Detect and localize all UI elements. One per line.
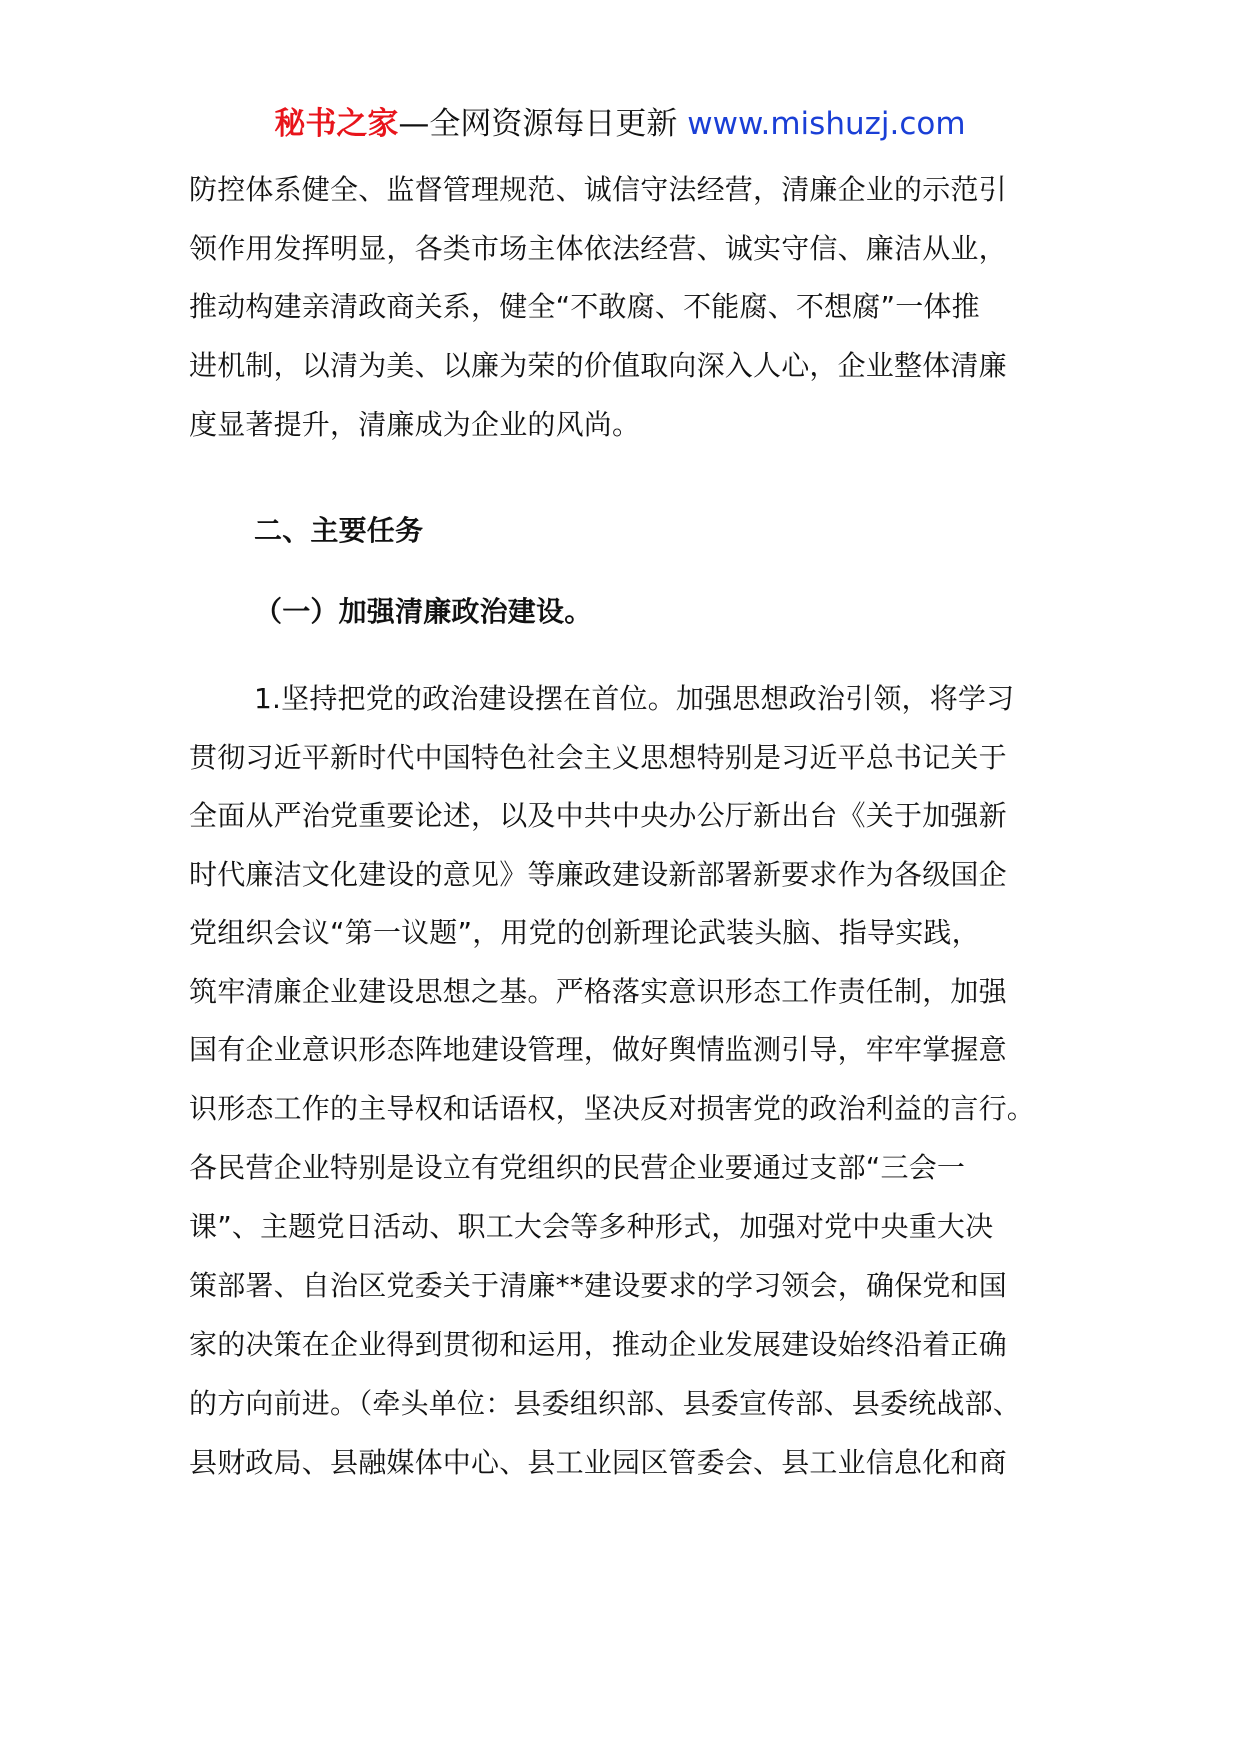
section-heading: 二、主要任务 (254, 514, 424, 547)
body-line: 策部署、自治区党委关于清廉**建设要求的学习领会，确保党和国 (189, 1269, 1008, 1302)
subsection-heading: （一）加强清廉政治建设。 (254, 595, 593, 628)
body-line: 识形态工作的主导权和话语权，坚决反对损害党的政治利益的言行。 (189, 1092, 1036, 1125)
body-line: 贯彻习近平新时代中国特色社会主义思想特别是习近平总书记关于 (189, 741, 1007, 774)
body-line: 各民营企业特别是设立有党组织的民营企业要通过支部“三会一 (189, 1151, 966, 1184)
body-line: 度显著提升，清廉成为企业的风尚。 (189, 408, 641, 441)
body-line: 防控体系健全、监督管理规范、诚信守法经营，清廉企业的示范引 (189, 173, 1007, 206)
watermark-text: —全网资源每日更新 (398, 106, 688, 142)
watermark-header (0, 102, 1240, 146)
body-line: 推动构建亲清政商关系，健全“不敢腐、不能腐、不想腐”一体推 (189, 290, 980, 323)
body-line: 领作用发挥明显，各类市场主体依法经营、诚实守信、廉洁从业， (189, 232, 1007, 265)
body-line: 县财政局、县融媒体中心、县工业园区管委会、县工业信息化和商 (189, 1446, 1007, 1479)
body-line: 家的决策在企业得到贯彻和运用，推动企业发展建设始终沿着正确 (189, 1328, 1007, 1361)
body-line: 进机制，以清为美、以廉为荣的价值取向深入人心，企业整体清廉 (189, 349, 1007, 382)
body-line: 党组织会议“第一议题”，用党的创新理论武装头脑、指导实践， (189, 916, 980, 949)
body-line: 筑牢清廉企业建设思想之基。严格落实意识形态工作责任制，加强 (189, 975, 1007, 1008)
body-line: 全面从严治党重要论述，以及中共中央办公厅新出台《关于加强新 (189, 799, 1007, 832)
body-line: 时代廉洁文化建设的意见》等廉政建设新部署新要求作为各级国企 (189, 858, 1007, 891)
body-line: 的方向前进。（牵头单位：县委组织部、县委宣传部、县委统战部、 (189, 1387, 1022, 1420)
watermark-brand: 秘书之家 (274, 106, 399, 142)
body-line: 国有企业意识形态阵地建设管理，做好舆情监测引导，牢牢掌握意 (189, 1033, 1007, 1066)
watermark-url[interactable]: www.mishuzj.com (687, 106, 966, 142)
body-line: 课”、主题党日活动、职工大会等多种形式，加强对党中央重大决 (189, 1210, 994, 1243)
paragraph-first-line: 1.坚持把党的政治建设摆在首位。加强思想政治引领，将学习 (254, 682, 1015, 715)
